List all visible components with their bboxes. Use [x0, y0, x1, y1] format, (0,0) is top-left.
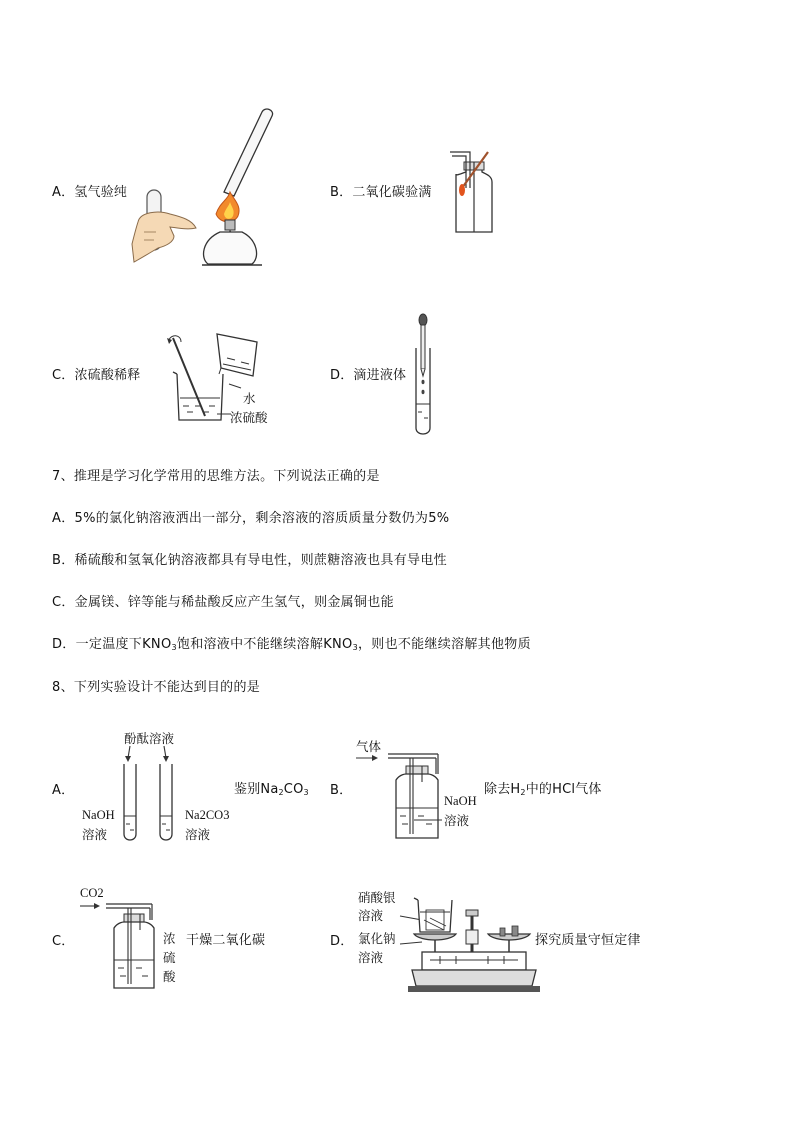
text-part: 除去H — [484, 782, 521, 797]
q6-option-d — [330, 364, 406, 383]
q8-option-a-letter: A． — [52, 783, 75, 798]
phenolphthalein-test-figure — [120, 746, 190, 842]
beaker-large — [173, 372, 223, 420]
inverted-test-tube — [224, 109, 273, 196]
option-letter: A． — [52, 185, 75, 200]
label-acid-char-1: 浓 — [163, 931, 176, 946]
label-pointer-water — [229, 384, 241, 388]
subscript: 3 — [352, 643, 358, 652]
q8-option-c-letter: C． — [52, 934, 75, 949]
inlet-arrow — [80, 903, 100, 909]
option-letter: C． — [52, 368, 75, 383]
question-7-option-d — [52, 633, 531, 652]
arrow-left — [125, 746, 131, 762]
q8-option-b-description — [484, 778, 602, 797]
label-naoh-left: NaOH — [82, 808, 115, 822]
label-solution-left: 溶液 — [82, 827, 108, 842]
text-part: 中的HCl气体 — [525, 782, 602, 797]
balance-figure — [400, 890, 530, 994]
text-part: 鉴别Na — [234, 782, 279, 797]
hand-test-tube — [132, 190, 196, 262]
question-7-option-a: A．5%的氯化钠溶液洒出一部分，剩余溶液的溶质质量分数仍为5% — [52, 511, 450, 526]
co2-full-check-figure — [444, 148, 504, 238]
label-solution: 溶液 — [444, 813, 470, 828]
question-7-option-b: B．稀硫酸和氢氧化钠溶液都具有导电性，则蔗糖溶液也具有导电性 — [52, 553, 447, 568]
gas-washing-bottle-figure — [352, 752, 448, 844]
q6-option-c — [52, 364, 141, 383]
hydrogen-purity-test-figure — [130, 104, 280, 270]
label-acid-char-3: 酸 — [163, 969, 176, 984]
label-silver-nitrate: 硝酸银 — [358, 890, 396, 905]
label-na2co3-right: Na2CO3 — [185, 808, 230, 822]
subscript: 3 — [171, 643, 177, 652]
question-7-option-c: C．金属镁、锌等能与稀盐酸反应产生氢气，则金属铜也能 — [52, 595, 394, 610]
option-text: 二氧化碳验满 — [352, 185, 432, 200]
label-gas: 气体 — [356, 739, 382, 754]
q8-option-d-letter: D． — [330, 934, 354, 949]
alcohol-lamp — [202, 192, 262, 265]
label-phenolphthalein: 酚酞溶液 — [124, 731, 175, 746]
q8-option-b-letter: B． — [330, 783, 353, 798]
q8-option-d-description: 探究质量守恒定律 — [535, 933, 641, 948]
text-part: 饱和溶液中不能继续溶解KNO — [176, 637, 353, 652]
question-8-stem: 8、下列实验设计不能达到目的的是 — [52, 680, 261, 695]
bottle — [388, 754, 442, 838]
drying-bottle-figure — [76, 900, 166, 992]
balance-center — [466, 910, 478, 952]
label-solution-1: 溶液 — [358, 908, 384, 923]
text-part: CO — [283, 782, 304, 797]
balance-base — [408, 952, 540, 992]
arrow-right — [163, 746, 169, 762]
text-part: ，则也不能继续溶解其他物质 — [357, 637, 531, 652]
label-sodium-chloride: 氯化钠 — [358, 931, 396, 946]
label-concentrated-acid: 浓硫酸 — [230, 410, 268, 425]
text-part: D．一定温度下KNO — [52, 637, 172, 652]
label-naoh: NaOH — [444, 794, 477, 808]
label-solution-2: 溶液 — [358, 950, 384, 965]
dropper-figure — [408, 312, 438, 436]
beaker-pouring — [217, 334, 257, 376]
subscript: 2 — [520, 788, 526, 797]
q6-option-b — [330, 181, 432, 200]
q8-option-c-description: 干燥二氧化碳 — [186, 933, 266, 948]
option-letter: B． — [330, 185, 353, 200]
q8-option-a-description — [234, 778, 309, 797]
subscript: 2 — [278, 788, 284, 797]
subscript: 3 — [303, 788, 309, 797]
inlet-arrow — [356, 755, 378, 761]
test-tube-right — [160, 764, 172, 840]
label-co2: CO2 — [80, 886, 104, 900]
bottle — [106, 904, 154, 988]
beaker-on-pan — [414, 898, 452, 932]
glass-rod — [167, 336, 205, 416]
label-water: 水 — [243, 391, 256, 406]
gas-bottle — [450, 152, 492, 232]
label-solution-right: 溶液 — [185, 827, 211, 842]
test-tube-left — [124, 764, 136, 840]
label-acid-char-2: 硫 — [163, 950, 176, 965]
option-text: 滴进液体 — [353, 368, 407, 383]
q6-option-a — [52, 181, 127, 200]
option-text: 氢气验纯 — [74, 185, 128, 200]
option-letter: D． — [330, 368, 354, 383]
question-7-stem: 7、推理是学习化学常用的思维方法。下列说法正确的是 — [52, 469, 380, 484]
option-text: 浓硫酸稀释 — [74, 368, 141, 383]
